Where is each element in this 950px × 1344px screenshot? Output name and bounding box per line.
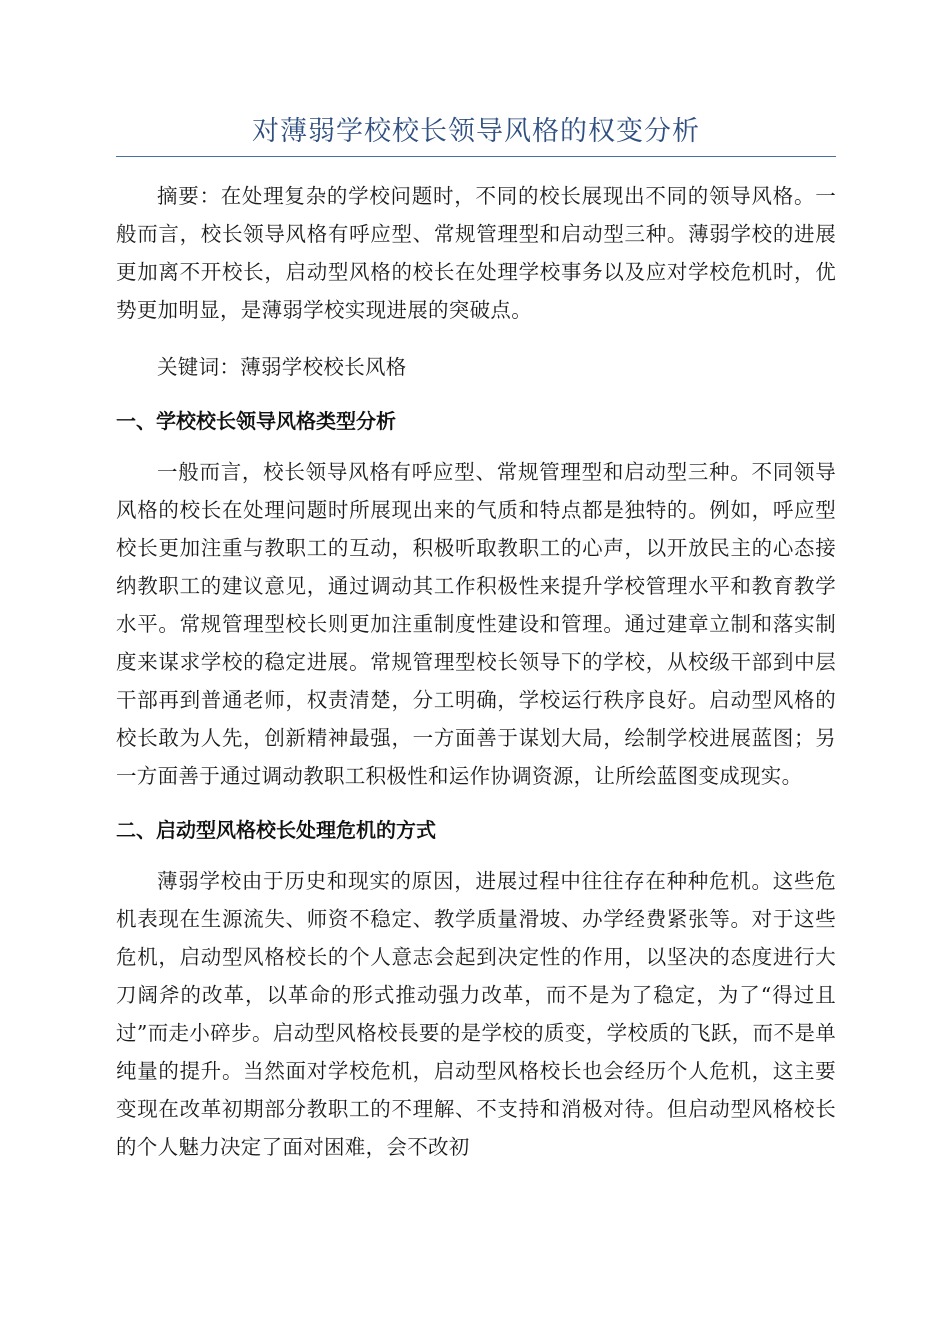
section-body-2: 薄弱学校由于历史和现实的原因，进展过程中往往存在种种危机。这些危机表现在生源流失、师资不稳定、教学质量滑坡、办学经费紧张等。对于这些危机，启动型风格校长的个人意志会起到决定性的作用，以坚决的态度进行大刀阔斧的改革，以革命的形式推动强力改革，而不是为了稳定，为了“得过且过”而走小碎步。启动型风格校長要的是学校的质变，学校质的飞跃，而不是单纯量的提升。当然面对学校危机，启动型风格校长也会经历个人危机，这主要变现在改革初期部分教职工的不理解、不支持和消极对待。但启动型风格校长的个人魅力决定了面对困难，会不改初 — [116, 869, 836, 1159]
keywords-paragraph: 关键词：薄弱学校校长风格 — [157, 355, 407, 379]
document-page — [116, 112, 836, 1185]
title-underline — [116, 156, 836, 157]
abstract-paragraph: 摘要：在处理复杂的学校问题时，不同的校长展现出不同的领导风格。一般而言，校长领导风格有呼应型、常规管理型和启动型三种。薄弱学校的进展更加离不开校长，启动型风格的校长在处理学校事务以及应对学校危机时，优势更加明显，是薄弱学校实现进展的突破点。 — [116, 184, 836, 322]
section-heading-1: 一、学校校长领导风格类型分析 — [116, 409, 396, 433]
section-heading-2: 二、启动型风格校长处理危机的方式 — [116, 818, 436, 842]
section-body-1: 一般而言，校长领导风格有呼应型、常规管理型和启动型三种。不同领导风格的校长在处理问题时所展现出来的气质和特点都是独特的。例如，呼应型校长更加注重与教职工的互动，积极听取教职工的心声，以开放民主的心态接纳教职工的建议意见，通过调动其工作积极性来提升学校管理水平和教育教学水平。常规管理型校长则更加注重制度性建设和管理。通过建章立制和落实制度来谋求学校的稳定进展。常规管理型校长领导下的学校，从校级干部到中层干部再到普通老师，权责清楚，分工明确，学校运行秩序良好。启动型风格的校长敢为人先，创新精神最强，一方面善于谋划大局，绘制学校进展蓝图；另一方面善于通过调动教职工积极性和运作协调资源，让所绘蓝图变成现实。 — [116, 460, 836, 788]
document-title: 对薄弱学校校长领导风格的权变分析 — [252, 116, 700, 147]
